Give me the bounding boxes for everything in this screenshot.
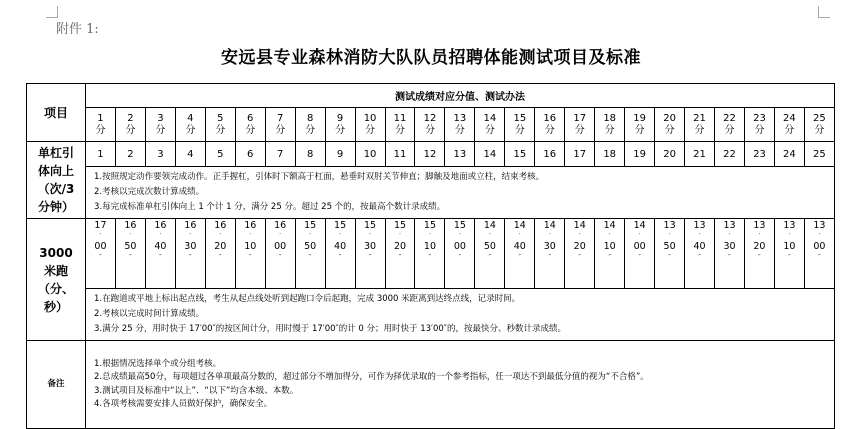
run-seconds: 40: [693, 241, 706, 252]
point-value: 13: [453, 112, 467, 124]
run-label-cell: [27, 219, 86, 341]
run-time-cell: [625, 219, 655, 289]
point-cell: [655, 108, 685, 142]
pullup-count-cell: 10: [355, 142, 385, 167]
run-minutes: 15: [304, 220, 317, 231]
point-unit: 分: [634, 124, 645, 136]
run-label-line: 米跑: [43, 263, 68, 278]
point-unit: 分: [335, 124, 346, 136]
run-seconds: 30: [184, 241, 197, 252]
pullup-count-cell: 24: [774, 142, 804, 167]
minute-mark: ′: [249, 232, 252, 240]
minute-mark: ′: [399, 232, 401, 240]
point-unit: 分: [275, 124, 286, 136]
pullup-label-line: 体向上: [37, 164, 74, 178]
run-minutes: 13: [723, 220, 736, 231]
point-cell: [265, 108, 295, 142]
point-unit: 分: [574, 124, 585, 136]
point-value: 19: [633, 112, 646, 124]
item-label: 项目: [43, 105, 68, 120]
point-unit: 分: [694, 124, 705, 136]
run-minutes: 13: [753, 220, 766, 231]
standards-table: [26, 83, 835, 429]
notes-label: 备注: [47, 378, 65, 389]
pullup-count-cell: 13: [445, 142, 475, 167]
run-seconds: 40: [513, 241, 526, 252]
run-seconds: 00: [274, 241, 287, 252]
point-cell: [325, 108, 355, 142]
point-value: 8: [306, 112, 314, 124]
point-value: 14: [483, 112, 497, 124]
minute-mark: ′: [459, 232, 461, 240]
pullup-label-line: 分钟）: [37, 200, 74, 214]
minute-mark: ′: [489, 232, 491, 240]
point-cell: [355, 108, 385, 142]
minute-mark: ′: [668, 232, 671, 240]
minute-mark: ′: [548, 232, 551, 240]
second-mark: ″: [548, 253, 552, 261]
point-cell: [565, 108, 595, 142]
run-time-cell: [115, 219, 145, 289]
point-unit: 分: [724, 124, 735, 136]
pullup-rule: 3.每完成标准单杠引体向上 1 个计 1 分，满分 25 分。超过 25 个的，按最高个数计录成绩。: [94, 202, 446, 212]
run-seconds: 10: [244, 241, 257, 252]
minute-mark: ′: [189, 232, 192, 240]
note-line: 2.总成绩最高50分，每项超过各单项最高分数的，超过部分不增加得分，可作为择优录取的一个参考指标，任一项达不到最低分值的视为“不合格”。: [94, 372, 649, 382]
second-mark: ″: [398, 253, 402, 261]
second-mark: ″: [428, 253, 432, 261]
minute-mark: ′: [369, 232, 371, 240]
point-value: 7: [277, 112, 284, 124]
point-unit: 分: [215, 124, 226, 136]
pullup-count-cell: 22: [715, 142, 745, 167]
second-mark: ″: [278, 253, 282, 261]
point-value: 24: [783, 112, 796, 124]
point-unit: 分: [365, 124, 376, 136]
pullup-count-cell: 16: [535, 142, 565, 167]
run-time-cell: [175, 219, 205, 289]
point-unit: 分: [544, 124, 555, 136]
second-mark: ″: [99, 253, 102, 261]
point-unit: 分: [784, 124, 795, 136]
point-value: 21: [693, 112, 706, 124]
point-value: 2: [127, 112, 134, 124]
second-mark: ″: [458, 253, 462, 261]
pullup-values-row: [27, 142, 835, 167]
pullup-count-cell: 15: [505, 142, 535, 167]
second-mark: ″: [758, 253, 761, 261]
note-line: 3.测试项目及标准中“以上”、“以下”均含本级、本数。: [94, 385, 299, 396]
second-mark: ″: [638, 253, 641, 261]
run-seconds: 00: [633, 241, 646, 252]
point-unit: 分: [514, 124, 525, 136]
run-time-cell: [235, 219, 265, 289]
point-cell: [86, 108, 116, 142]
minute-mark: ′: [309, 232, 311, 240]
minute-mark: ′: [279, 232, 281, 240]
pullup-count-cell: 18: [595, 142, 625, 167]
pullup-rules-cell: [86, 167, 835, 219]
point-unit: 分: [814, 124, 825, 136]
run-rule: 3.满分 25 分，用时快于 17′00″的按区间计分，用时慢于 17′00″的计 0 分；用时快于 13′00″的，按最快分、秒数计录成绩。: [94, 324, 566, 334]
pullup-count-cell: 3: [145, 142, 175, 167]
pullup-count-cell: 9: [325, 142, 355, 167]
run-time-cell: [86, 219, 116, 289]
minute-mark: ′: [429, 232, 431, 240]
pullup-label-line: 单杠引: [37, 146, 74, 160]
point-value: 23: [753, 112, 766, 124]
pullup-count-cell: 21: [685, 142, 715, 167]
point-value: 9: [336, 112, 344, 124]
pullup-count-cell: 1: [86, 142, 116, 167]
second-mark: ″: [308, 253, 312, 261]
point-unit: 分: [754, 124, 765, 136]
point-value: 25: [813, 112, 826, 124]
minute-mark: ′: [129, 232, 132, 240]
run-seconds: 20: [753, 241, 766, 252]
point-cell: [235, 108, 265, 142]
pullup-count-cell: 19: [625, 142, 655, 167]
point-cell: [595, 108, 625, 142]
pullup-count-cell: 7: [265, 142, 295, 167]
point-value: 16: [543, 112, 557, 124]
run-seconds: 30: [543, 241, 556, 252]
second-mark: ″: [218, 253, 222, 261]
minute-mark: ′: [788, 232, 791, 240]
run-time-cell: [295, 219, 325, 289]
run-seconds: 30: [364, 241, 377, 252]
pullup-count-cell: 23: [744, 142, 774, 167]
run-minutes: 15: [393, 220, 407, 231]
point-unit: 分: [424, 124, 435, 136]
second-mark: ″: [728, 253, 731, 261]
point-unit: 分: [395, 124, 405, 136]
run-seconds: 10: [423, 241, 436, 252]
point-value: 11: [393, 112, 407, 124]
run-time-cell: [385, 219, 415, 289]
run-seconds: 20: [214, 241, 227, 252]
corner-mark-left: [46, 6, 58, 18]
minute-mark: ′: [638, 232, 641, 240]
run-minutes: 14: [483, 220, 496, 231]
run-time-cell: [445, 219, 475, 289]
second-mark: ″: [488, 253, 492, 261]
run-time-cell: [565, 219, 595, 289]
attachment-label: 附件 1:: [56, 22, 99, 37]
pullup-count-cell: 8: [295, 142, 325, 167]
run-minutes: 15: [453, 220, 466, 231]
point-unit: 分: [604, 124, 615, 136]
run-seconds: 10: [783, 241, 796, 252]
point-value: 6: [247, 112, 254, 124]
minute-mark: ′: [608, 232, 611, 240]
run-time-cell: [325, 219, 355, 289]
run-seconds: 10: [603, 241, 616, 252]
pullup-label-line: （次/3: [37, 182, 75, 196]
run-minutes: 14: [603, 220, 616, 231]
second-mark: ″: [248, 253, 252, 261]
point-value: 3: [157, 112, 164, 124]
point-value: 10: [363, 112, 377, 124]
run-label-line: 3000: [39, 245, 73, 260]
second-mark: ″: [159, 253, 162, 261]
run-rules-row: [27, 289, 835, 341]
points-row: [27, 108, 835, 142]
point-unit: 分: [245, 124, 256, 136]
second-mark: ″: [129, 253, 132, 261]
point-value: 12: [423, 112, 437, 124]
run-minutes: 17: [94, 220, 107, 231]
second-mark: ″: [368, 253, 372, 261]
run-time-cell: [685, 219, 715, 289]
run-seconds: 40: [334, 241, 347, 252]
note-line: 4.各项考核需要安排人员做好保护，确保安全。: [94, 399, 273, 409]
point-value: 22: [723, 112, 736, 124]
run-time-cell: [804, 219, 834, 289]
second-mark: ″: [818, 253, 821, 261]
minute-mark: ′: [219, 232, 222, 240]
minute-mark: ′: [758, 232, 761, 240]
point-cell: [415, 108, 445, 142]
run-minutes: 16: [244, 220, 257, 231]
methods-label: 测试成绩对应分值、测试办法: [394, 92, 525, 103]
point-value: 20: [663, 112, 676, 124]
pullup-count-cell: 20: [655, 142, 685, 167]
pullup-count-cell: 2: [115, 142, 145, 167]
minute-mark: ′: [578, 232, 581, 240]
point-unit: 分: [185, 124, 196, 136]
pullup-rules-row: [27, 167, 835, 219]
minute-mark: ′: [159, 232, 162, 240]
pullup-count-cell: 5: [205, 142, 235, 167]
corner-mark-right: [818, 6, 830, 18]
minute-mark: ′: [339, 232, 341, 240]
pullup-rule: 2.考核以完成次数计算成绩。: [94, 187, 205, 197]
note-line: 1.根据情况选择单个或分组考核。: [94, 358, 222, 369]
second-mark: ″: [189, 253, 192, 261]
run-minutes: 14: [633, 220, 646, 231]
pullup-count-cell: 25: [804, 142, 834, 167]
point-unit: 分: [305, 124, 316, 136]
point-cell: [535, 108, 565, 142]
second-mark: ″: [668, 253, 671, 261]
point-value: 15: [513, 112, 527, 124]
second-mark: ″: [518, 253, 522, 261]
point-unit: 分: [95, 124, 106, 136]
point-unit: 分: [155, 124, 166, 136]
point-value: 17: [573, 112, 587, 124]
run-time-cell: [595, 219, 625, 289]
run-seconds: 50: [304, 241, 317, 252]
notes-cell: [86, 341, 835, 429]
run-seconds: 30: [723, 241, 736, 252]
point-value: 1: [97, 112, 104, 124]
run-minutes: 16: [184, 220, 197, 231]
point-unit: 分: [454, 124, 465, 136]
run-minutes: 13: [783, 220, 796, 231]
point-cell: [445, 108, 475, 142]
run-minutes: 16: [154, 220, 167, 231]
point-unit: 分: [664, 124, 675, 136]
run-time-cell: [205, 219, 235, 289]
minute-mark: ′: [728, 232, 731, 240]
point-cell: [385, 108, 415, 142]
second-mark: ″: [788, 253, 791, 261]
minute-mark: ′: [519, 232, 521, 240]
run-minutes: 14: [513, 220, 526, 231]
pullup-rule: 1.按照规定动作要领完成动作。正手握杠，引体时下额高于杠面，悬垂时双肘关节伸直；脚触及地面或立柱，结束考核。: [94, 172, 545, 182]
run-seconds: 00: [453, 241, 466, 252]
pullup-count-cell: 12: [415, 142, 445, 167]
point-cell: [685, 108, 715, 142]
second-mark: ″: [698, 253, 701, 261]
run-seconds: 50: [483, 241, 496, 252]
point-value: 5: [217, 112, 224, 124]
run-minutes: 15: [334, 220, 347, 231]
point-cell: [505, 108, 535, 142]
run-minutes: 16: [214, 220, 227, 231]
run-label-line: 秒）: [43, 299, 68, 314]
run-time-cell: [475, 219, 505, 289]
minute-mark: ′: [818, 232, 821, 240]
run-seconds: 20: [393, 241, 407, 252]
minute-mark: ′: [698, 232, 701, 240]
minute-mark: ′: [99, 232, 102, 240]
pullup-count-cell: 17: [565, 142, 595, 167]
notes-row: [27, 341, 835, 429]
run-time-cell: [655, 219, 685, 289]
run-minutes: 14: [543, 220, 556, 231]
point-cell: [175, 108, 205, 142]
run-minutes: 16: [124, 220, 137, 231]
run-time-cell: [774, 219, 804, 289]
run-rules-cell: [86, 289, 835, 341]
second-mark: ″: [608, 253, 611, 261]
notes-label-cell: [27, 341, 86, 429]
run-minutes: 13: [663, 220, 676, 231]
run-minutes: 16: [274, 220, 287, 231]
run-minutes: 14: [573, 220, 586, 231]
second-mark: ″: [578, 253, 582, 261]
point-cell: [145, 108, 175, 142]
point-unit: 分: [125, 124, 136, 136]
pullup-count-cell: 11: [385, 142, 415, 167]
run-time-cell: [535, 219, 565, 289]
run-seconds: 00: [813, 241, 826, 252]
point-value: 4: [187, 112, 194, 124]
run-seconds: 20: [573, 241, 586, 252]
run-time-cell: [355, 219, 385, 289]
run-time-cell: [505, 219, 535, 289]
header-row: [27, 84, 835, 108]
pullup-count-cell: 4: [175, 142, 205, 167]
run-time-cell: [265, 219, 295, 289]
run-minutes: 15: [364, 220, 377, 231]
run-time-cell: [715, 219, 745, 289]
run-times-row: [27, 219, 835, 289]
point-cell: [205, 108, 235, 142]
point-unit: 分: [484, 124, 495, 136]
point-cell: [295, 108, 325, 142]
second-mark: ″: [338, 253, 342, 261]
point-cell: [804, 108, 834, 142]
run-seconds: 50: [124, 241, 137, 252]
run-label-line: （分、: [37, 281, 74, 296]
point-cell: [475, 108, 505, 142]
run-minutes: 13: [813, 220, 826, 231]
run-rule: 1.在跑道或平地上标出起点线，考生从起点线处听到起跑口令后起跑，完成 3000 米距离到达终点线，记录时间。: [94, 294, 521, 304]
point-cell: [115, 108, 145, 142]
pullup-count-cell: 6: [235, 142, 265, 167]
run-time-cell: [415, 219, 445, 289]
run-minutes: 15: [423, 220, 436, 231]
point-cell: [744, 108, 774, 142]
run-minutes: 13: [693, 220, 706, 231]
run-seconds: 00: [94, 241, 107, 252]
point-cell: [625, 108, 655, 142]
run-time-cell: [744, 219, 774, 289]
run-time-cell: [145, 219, 175, 289]
point-value: 18: [603, 112, 617, 124]
point-cell: [774, 108, 804, 142]
item-label-cell: [27, 84, 86, 142]
run-seconds: 50: [663, 241, 676, 252]
point-cell: [715, 108, 745, 142]
run-rule: 2.考核以完成时间计算成绩。: [94, 309, 205, 319]
run-seconds: 40: [154, 241, 167, 252]
pullup-label-cell: [27, 142, 86, 219]
document-title: 安远县专业森林消防大队队员招聘体能测试项目及标准: [221, 48, 641, 68]
methods-header-cell: [86, 84, 835, 108]
pullup-count-cell: 14: [475, 142, 505, 167]
